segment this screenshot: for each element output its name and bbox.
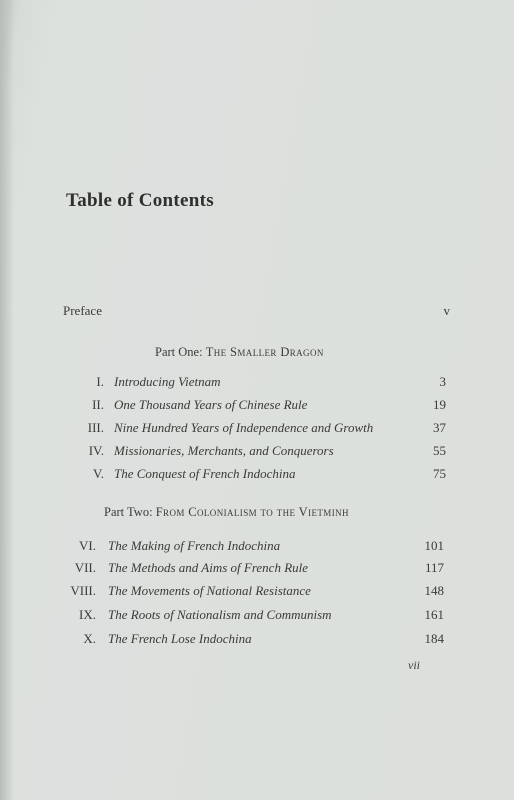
part-one-prefix: Part One: (155, 345, 206, 359)
chapter-title: One Thousand Years of Chinese Rule (114, 397, 308, 412)
part-two-heading (104, 503, 349, 521)
chapter-number: VIII. (70, 583, 96, 598)
chapter-page: 161 (424, 607, 444, 622)
chapter-title: The Conquest of French Indochina (114, 466, 296, 481)
part-one-heading (155, 343, 324, 361)
chapter-number: VI. (79, 538, 96, 553)
chapter-number: IX. (79, 607, 96, 622)
chapter-title: The Roots of Nationalism and Communism (108, 607, 332, 622)
chapter-title: The French Lose Indochina (108, 631, 252, 646)
chapter-page: 184 (424, 631, 444, 646)
chapter-title: The Making of French Indochina (108, 538, 281, 553)
chapter-number: X. (83, 631, 96, 646)
chapter-title: Missionaries, Merchants, and Conquerors (114, 443, 334, 458)
chapter-number: II. (92, 397, 104, 412)
chapter-number: III. (87, 420, 104, 435)
chapter-page: 148 (424, 583, 444, 598)
preface-page-number: v (443, 303, 450, 318)
chapter-page: 55 (433, 443, 446, 458)
chapter-page: 101 (424, 538, 444, 553)
chapter-number: VII. (74, 560, 96, 575)
chapter-title: Introducing Vietnam (114, 374, 221, 389)
page-title: Table of Contents (66, 190, 214, 211)
preface-label: Preface (63, 303, 102, 318)
page-folio: vii (408, 658, 420, 672)
chapter-page: 3 (439, 374, 446, 389)
chapter-number: I. (96, 374, 104, 389)
chapter-page: 37 (433, 420, 446, 435)
chapter-page: 19 (433, 397, 446, 412)
part-two-name: From Colonialism to the Vietminh (155, 505, 349, 519)
chapter-number: V. (93, 466, 104, 481)
chapter-title: Nine Hundred Years of Independence and Growth (114, 420, 374, 435)
chapter-page: 117 (424, 560, 444, 575)
part-two-prefix: Part Two: (104, 505, 156, 519)
chapter-number: IV. (88, 443, 104, 458)
chapter-title: The Methods and Aims of French Rule (108, 560, 309, 575)
chapter-page: 75 (433, 466, 446, 481)
chapter-title: The Movements of National Resistance (108, 583, 311, 598)
part-one-name: The Smaller Dragon (205, 345, 324, 359)
